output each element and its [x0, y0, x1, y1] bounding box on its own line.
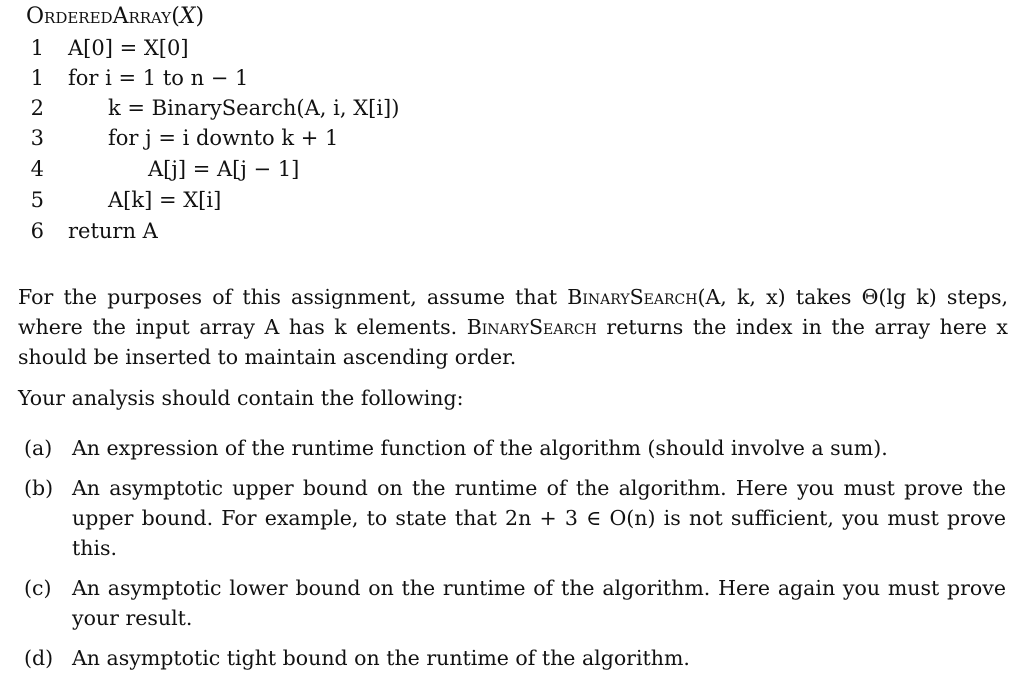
item-label: (c) — [24, 576, 52, 600]
analysis-intro: Your analysis should contain the following: — [18, 386, 464, 410]
item-label: (b) — [24, 476, 54, 500]
item-label: (a) — [24, 436, 53, 460]
function-name: BinarySearch — [567, 285, 698, 309]
item-text: An asymptotic lower bound on the runtime of the algorithm. Here again you must prove your result. — [72, 576, 1006, 630]
code-text: A[0] = X[0] — [68, 36, 189, 60]
item-text: An expression of the runtime function of the algorithm (should involve a sum). — [72, 436, 888, 460]
function-name: BinarySearch — [466, 315, 597, 339]
code-text: return A — [68, 219, 158, 243]
item-text: An asymptotic tight bound on the runtime of the algorithm. — [72, 646, 690, 670]
para-text: (A, k, x) takes Θ(lg k) steps, where the input array A has k elements. — [18, 285, 1008, 339]
item-label: (d) — [24, 646, 54, 670]
line-number: 3 — [30, 126, 44, 150]
algorithm-title: OrderedArray(X) — [26, 4, 205, 29]
line-number: 2 — [30, 96, 44, 120]
algorithm-param: X — [179, 4, 196, 29]
code-text: k = BinarySearch(A, i, X[i]) — [108, 96, 400, 120]
line-number: 6 — [30, 219, 44, 243]
line-number: 1 — [30, 66, 44, 90]
assumption-paragraph — [18, 282, 1008, 372]
para-text: returns the index in the array here x should be inserted to maintain ascending order. — [18, 315, 1008, 369]
code-text: for i = 1 to n − 1 — [68, 66, 249, 90]
para-text: For the purposes of this assignment, assume that — [18, 285, 558, 309]
algorithm-name: OrderedArray — [26, 4, 172, 29]
item-text: An asymptotic upper bound on the runtime of the algorithm. Here you must prove the upper bound. For example, to state that 2n + 3 ∈ O(n) is not sufficient, you must prove this. — [72, 476, 1006, 560]
line-number: 4 — [30, 157, 44, 181]
line-number: 1 — [30, 36, 44, 60]
code-text: A[k] = X[i] — [108, 188, 222, 212]
line-number: 5 — [30, 188, 44, 212]
code-text: for j = i downto k + 1 — [108, 126, 339, 150]
code-text: A[j] = A[j − 1] — [148, 157, 300, 181]
